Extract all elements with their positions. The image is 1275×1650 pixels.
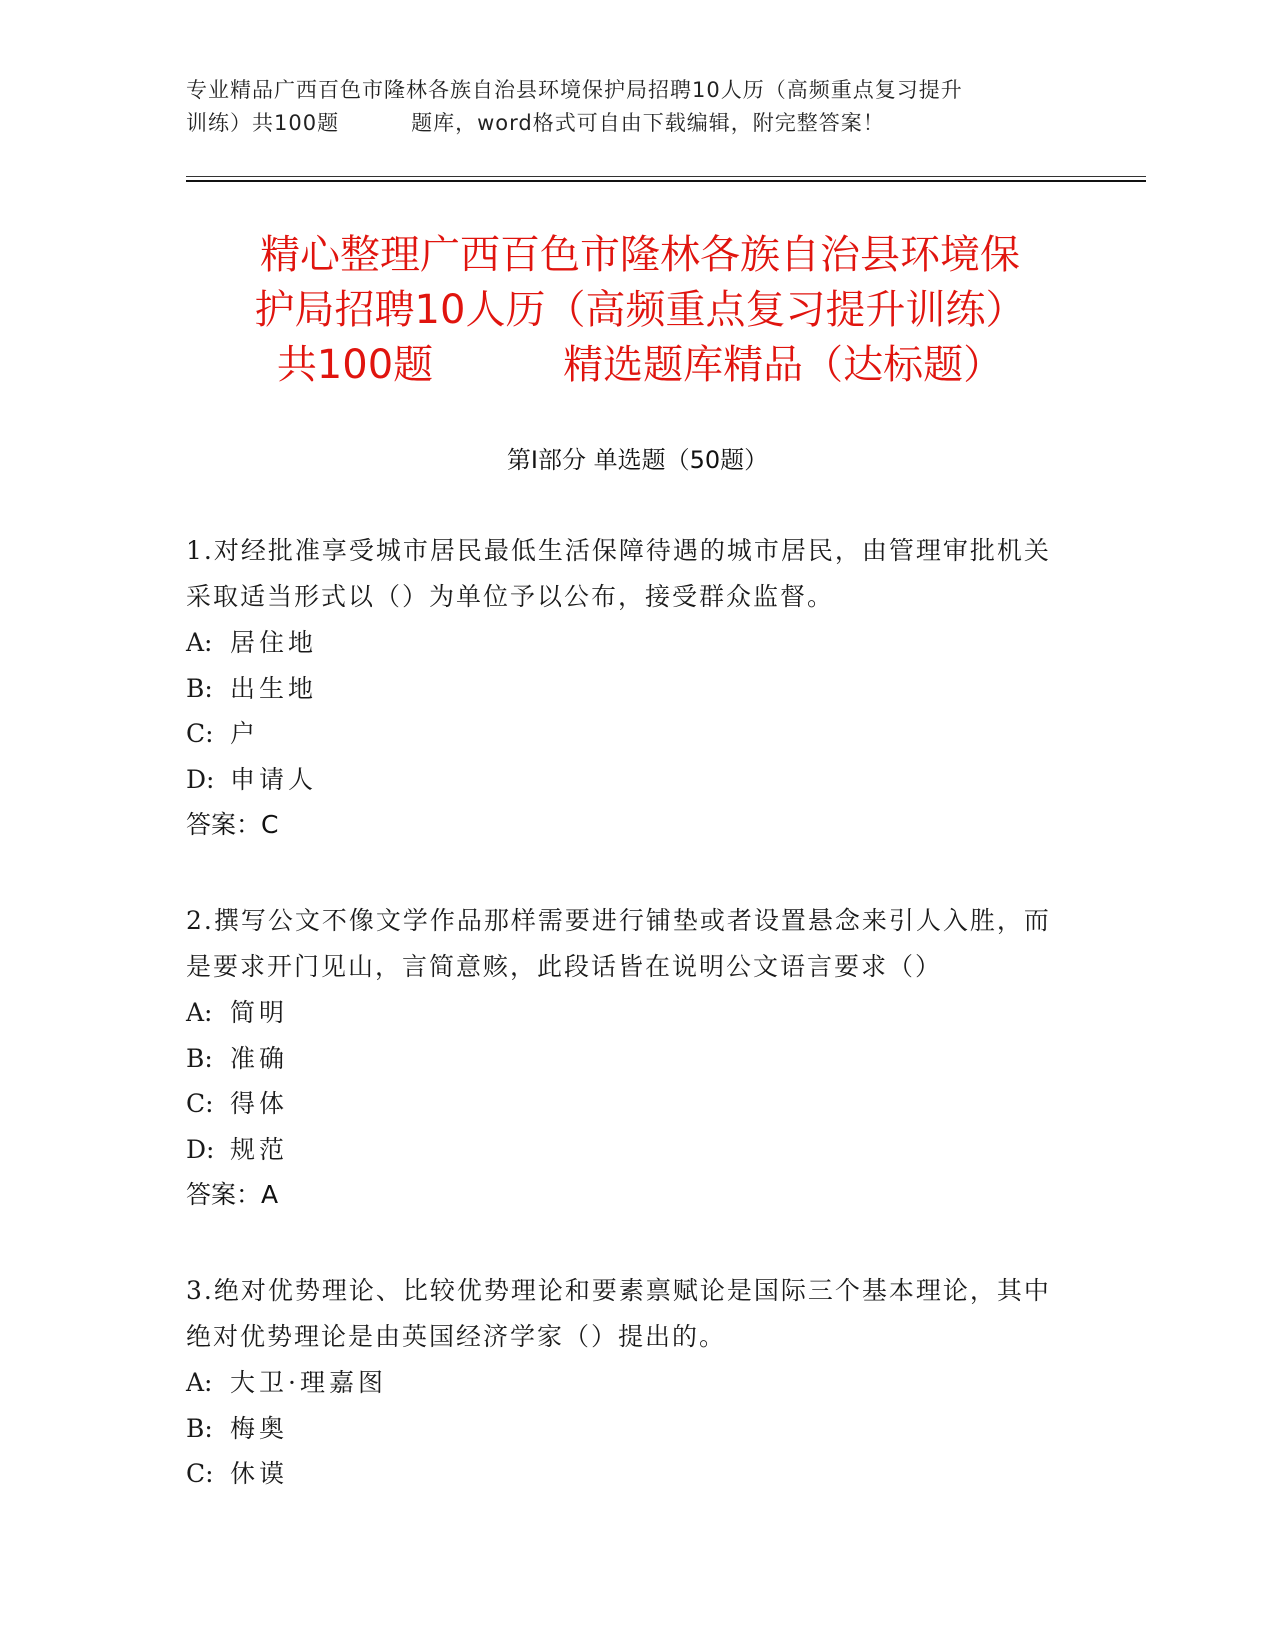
option-value: 准确 (230, 1043, 289, 1073)
option-value: 得体 (230, 1089, 289, 1118)
question-text: 1.对经批准享受城市居民最低生活保障待遇的城市居民，由管理审批机关采取适当形式以（）为单位予以公布，接受群众监督。 (186, 536, 1051, 611)
option-key: D: (186, 764, 215, 794)
option-a (186, 1360, 1066, 1406)
title-line-2: 护局招聘10人历（高频重点复习提升训练） (254, 287, 1026, 333)
option-a (186, 990, 1066, 1036)
header-line-1: 专业精品广西百色市隆林各族自治县环境保护局招聘10人历（高频重点复习提升 (186, 78, 963, 102)
option-key: C: (186, 1089, 214, 1118)
answer: 答案：A (186, 1180, 279, 1209)
option-value: 居住地 (230, 628, 318, 657)
option-key: A: (186, 1368, 213, 1397)
option-key: A: (186, 628, 213, 657)
option-d (186, 757, 1066, 803)
option-c (186, 1451, 1066, 1497)
option-value: 梅奥 (230, 1413, 289, 1443)
option-value: 申请人 (230, 764, 318, 794)
question-2 (186, 898, 1066, 1218)
header-divider-thin (186, 176, 1146, 177)
option-value: 出生地 (230, 673, 318, 703)
option-b (186, 666, 1066, 712)
option-b (186, 1406, 1066, 1452)
option-value: 大卫·理嘉图 (230, 1368, 387, 1397)
question-1 (186, 528, 1066, 848)
header-line-2-left: 训练）共100题 (186, 111, 340, 135)
title-line-3-right: 精选题库精品（达标题） (563, 342, 1004, 388)
title-line-1: 精心整理广西百色市隆林各族自治县环境保 (260, 232, 1020, 278)
question-text: 2.撰写公文不像文学作品那样需要进行铺垫或者设置悬念来引人入胜，而是要求开门见山，言简意赅，此段话皆在说明公文语言要求（） (186, 906, 1051, 981)
header-note (186, 74, 1066, 140)
option-c (186, 711, 1066, 757)
option-c (186, 1081, 1066, 1127)
option-key: B: (186, 1043, 213, 1073)
document-title (180, 228, 1100, 393)
option-value: 户 (230, 719, 260, 748)
option-value: 简明 (230, 998, 289, 1027)
title-line-3-left: 共100题 (276, 342, 434, 388)
header-line-2 (186, 107, 1066, 140)
option-d (186, 1127, 1066, 1173)
option-key: B: (186, 1413, 213, 1443)
answer: 答案：C (186, 810, 279, 839)
option-b (186, 1036, 1066, 1082)
section-heading: 第Ⅰ部分 单选题（50题） (506, 446, 769, 474)
option-key: A: (186, 998, 213, 1027)
question-3 (186, 1268, 1066, 1497)
header-line-2-right: 题库，word格式可自由下载编辑，附完整答案！ (411, 111, 885, 135)
header-divider-thick (186, 180, 1146, 182)
question-list (186, 528, 1066, 1547)
title-line-3 (180, 338, 1100, 393)
option-key: B: (186, 673, 213, 703)
option-a (186, 620, 1066, 666)
option-key: C: (186, 1459, 214, 1488)
question-text: 3.绝对优势理论、比较优势理论和要素禀赋论是国际三个基本理论，其中绝对优势理论是由英国经济学家（）提出的。 (186, 1276, 1051, 1351)
option-key: C: (186, 719, 214, 748)
option-value: 规范 (230, 1134, 289, 1164)
option-key: D: (186, 1134, 215, 1164)
option-value: 休谟 (230, 1459, 289, 1488)
